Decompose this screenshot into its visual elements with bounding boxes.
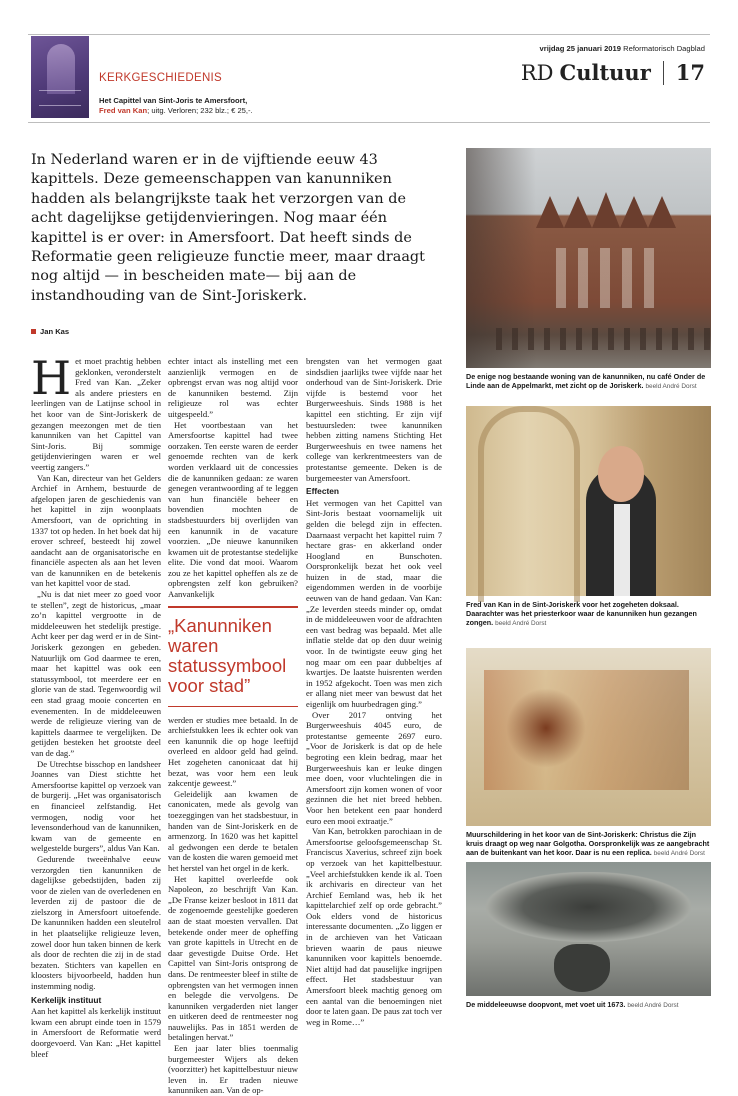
photo-muurschildering bbox=[466, 648, 711, 826]
photo-fred-van-kan bbox=[466, 406, 711, 596]
book-info bbox=[99, 96, 253, 116]
paragraph: et moet prachtig hebben geklonken, veronderstelt Fred van Kan. „Zeker als andere priesters en leerlingen van de Latijnse school in het koor van de Sint-Joriskerk de gezangen meezongen met de tien kanunniken van het Capittel van Sint-Joris. Bij sommige getijdenvieringen waren er wel veertig zangers.” bbox=[31, 356, 161, 472]
paragraph: Geleidelijk aan kwamen de canonicaten, mede als gevolg van toezeggingen van het stadsbestuur, in handen van de Sint-Joriskerk en de armenzorg. In 1620 was het kapittel al gedwongen een derde te betalen van de kosten die waren gemoeid met het herstel van het orgel in de kerk. bbox=[168, 788, 298, 873]
paragraph: echter intact als instelling met een aanzienlijk vermogen en de opbrengst ervan was nog altijd voor de kanunniken bestemd. Zijn religieuze rol was echter uitgespeeld.” bbox=[168, 356, 298, 419]
article-column-1 bbox=[31, 351, 161, 1061]
byline-marker bbox=[31, 329, 36, 334]
paragraph: De Utrechtse bisschop en landsheer Joannes van Diest stichtte het Amersfoortse kapittel op verzoek van de burgerij. „Het was organisatorisch en financieel zelfstandig. Het vermogen, nodig voor het levensonderhoud van de kanunniken, kwam van de gemeente en welgestelde burgers”, aldus Van Kan. bbox=[31, 758, 161, 854]
book-title: Het Capittel van Sint-Joris te Amersfoort, bbox=[99, 96, 248, 105]
paragraph: Gedurende tweeënhalve eeuw verzorgden tien kanunniken de dagelijkse gebedstijden, baden zij voor de zielen van de overledenen en leverden zij de pastoor die de zielszorg in Amersfoort uitoefende. De kanunniken hadden een sleutelrol in het plaatselijke religieuze leven, zowel door hun taken binnen de kerk als door de rechten die zij in de stad bezaten. Stichters van kapellen en kloosters bijvoorbeeld, hadden hun instemming nodig. bbox=[31, 853, 161, 992]
photo-credit: beeld André Dorst bbox=[645, 383, 697, 391]
article-column-3 bbox=[306, 356, 442, 1061]
photo-doopvont bbox=[466, 862, 711, 996]
book-details: ; uitg. Verloren; 232 blz.; € 25,-. bbox=[147, 106, 253, 115]
section-head bbox=[521, 60, 705, 85]
paragraph: „Nu is dat niet meer zo goed voor te stellen”, zegt de historicus, „maar zo’n kapittel vergrootte in de middeleeuwen het stedelijk prestige. Acht keer per dag werd er in de Sint-Joriskerk gezongen en gebeden. Natuurlijk om God daarmee te eren, maar het kapittel was ook een statussymbool, tot meerdere eer en glorie van de stad. Tegenwoordig wil een stad graag mooie concerten en evenementen. In de middeleeuwen werde de religieuze viering van de kapittels daarmee te vergelijken. De getijden besteken het grootste deel van de dag.” bbox=[31, 589, 161, 758]
photo-cafe-onder-de-linde bbox=[466, 148, 711, 368]
paragraph: Het kapittel overleefde ook Napoleon, zo beschrijft Van Kan. „De Franse keizer besloot in 1811 dat de zogenoemde geestelijke goederen aan de staat moesten vervallen. Dat betekende onder meer de opheffing van grote kapittels in Utrecht en de daar gevestigde Duitse Orde. Het Capittel van Sint-Joris ontsprong de dans. De rentmeester bleef in stilte de opbrengsten van het vermogen innen en belegde die vervolgens. De kanunniken vergaderden niet langer en uitkeren deed de rentmeester nog nauwelijks. Pas in 1851 werden de betalingen hervat.” bbox=[168, 873, 298, 1043]
section-label: KERKGESCHIEDENIS bbox=[99, 72, 223, 84]
rd-logo: RD bbox=[520, 60, 554, 85]
subheading-kerkelijk-instituut: Kerkelijk instituut bbox=[31, 994, 102, 1005]
date-line bbox=[540, 44, 705, 53]
caption-text: Fred van Kan in de Sint-Joriskerk voor het zogeheten doksaal. Daarachter was het priesterkoor waar de kanunniken hun gezangen zongen. bbox=[466, 600, 697, 628]
newspaper-name: Reformatorisch Dagblad bbox=[623, 44, 705, 53]
caption-photo-3 bbox=[466, 830, 711, 859]
caption-photo-1 bbox=[466, 372, 711, 391]
caption-photo-2 bbox=[466, 600, 711, 629]
paragraph: Het voortbestaan van het Amersfoortse kapittel had twee oorzaken. Ten eerste waren de eerder genoemde rechten van de kerk worden verklaard uit de concessies die de kanunniken gedaan: ze waren genegen verantwoording af te leggen van hun financiële beheer en bovendien mochten de stadsbestuurders bij overlijden van een kanunnik in de vacature voorzien. „De nieuwe kanunniken kwamen uit de protestantse stedelijke elite. Die vond dat mooi. Waarom zou ze het kapittel opheffen als ze de opbrengsten zelf kon gebruiken? Aanvankelijk bbox=[168, 419, 298, 600]
paragraph: brengsten van het vermogen gaat sindsdien jaarlijks twee vijfde naar het onderhoud van de Sint-Joriskerk. Drie vijfde is bestemd voor het Burgerweeshuis. Sinds 1988 is het kapittel een stichting. Er zijn vijf bestuursleden: twee kanunniken hebben zitting namens Stichting Het Burgerweeshuis en twee namens het college van kerkrentmeesters van de protestantse gemeente. Deken is de burgemeester van Amersfoort. bbox=[306, 356, 442, 483]
page-number: 17 bbox=[675, 60, 705, 85]
issue-date: vrijdag 25 januari 2019 bbox=[539, 44, 621, 53]
byline bbox=[31, 327, 69, 336]
pull-quote: „Kanunniken waren statussymbool voor stad” bbox=[168, 606, 298, 707]
caption-text: De enige nog bestaande woning van de kanunniken, nu café Onder de Linde aan de Appelmarkt, met zicht op de Joriskerk. bbox=[466, 372, 706, 391]
paragraph: Van Kan, directeur van het Gelders Archief in Arnhem, bestuurde de afgelopen jaren de geschiedenis van het kapittel in zijn woonplaats Amersfoort, van de oprichting in 1337 tot op heden. In het boek dat hij erover schreef, besteedt hij zowel aandacht aan de organisatorische en financiële aspecten als aan het leven van de kanunniken en de betekenis van het kapittel voor de stad. bbox=[31, 472, 161, 589]
header-divider bbox=[663, 61, 664, 85]
book-cover-image bbox=[31, 36, 89, 118]
section-title: Cultuur bbox=[559, 60, 651, 85]
paragraph: Een jaar later blies toenmalig burgemeester Wijers als deken (voorzitter) het kapittelbestuur nieuw leven in. Er traden nieuwe kanunniken aan. Van de op- bbox=[168, 1043, 298, 1096]
top-rule bbox=[28, 34, 710, 35]
photo-credit: beeld André Dorst bbox=[627, 1002, 679, 1009]
photo-credit: beeld André Dorst bbox=[495, 620, 547, 628]
article-column-2 bbox=[168, 356, 298, 1096]
photo-credit: beeld André Dorst bbox=[653, 850, 705, 858]
caption-text: Muurschildering in het koor van de Sint-Joriskerk: Christus die Zijn kruis draagt op weg naar Golgotha. Oorspronkelijk was ze aangebracht aan de buitenkant van het koor. Daar is nu een replica. bbox=[466, 830, 710, 858]
subheading-effecten: Effecten bbox=[306, 486, 340, 497]
paragraph: Het vermogen van het Capittel van Sint-Joris bestaat voornamelijk uit gelden die belegd zijn in effecten. Daarnaast verpacht het kapittel ruim 7 hectare gras- en akkerland onder Hoogland en Bunschoten. Oorspronkelijk bezat het ook veel huizen in de stad, maar die eigendommen werden in de voorbije eeuwen van de hand gedaan. Van Kan: „Ze leverden steeds minder op, omdat in de middeleeuwen voor de afdrachten een vast bedrag was bepaald. Met alle inflatie stelde dat op den duur weinig voor. In de twintigste eeuw ging het nog maar om een paar dubbeltjes af kwartjes. De laatste huisrenten werden in 1952 afgekocht. Toen was men zich er allang niet meer van bewust dat het eigenlijk om huurbedragen ging.” bbox=[306, 497, 442, 709]
header-rule bbox=[28, 122, 710, 123]
paragraph: Aan het kapittel als kerkelijk instituut kwam een abrupt einde toen in 1579 in Amersfoort de Reformatie werd doorgevoerd. Van Kan: „Het kapittel bleef bbox=[31, 1006, 161, 1059]
paragraph: werden er studies mee betaald. In de archiefstukken lees ik echter ook van een kanunnik die op hoge leeftijd overleed en aldoor geld had geïnd. Het zogeheten canonicaat dat hij bezat, was voor hem een leuk zakcentje geweest.” bbox=[168, 714, 298, 789]
drop-cap: H bbox=[31, 351, 72, 405]
author-name: Jan Kas bbox=[40, 327, 70, 336]
article-intro: In Nederland waren er in de vijftiende eeuw 43 kapittels. Deze gemeenschappen van kanunniken hadden als belangrijkste taak het verzorgen van de acht dagelijkse getijdenvieringen. Nog maar één kapittel is er over: in Amersfoort. Dat heeft sinds de Reformatie geen religieuze functie meer, maar draagt nog altijd — in bescheiden mate— bij aan de instandhouding van de Sint-Joriskerk. bbox=[31, 152, 425, 304]
caption-photo-4 bbox=[466, 1000, 711, 1010]
caption-text: De middeleeuwse doopvont, met voet uit 1673. bbox=[466, 1000, 626, 1009]
paragraph: Over 2017 ontving het Burgerweeshuis 4045 euro, de protestantse gemeente 2697 euro. „Voor de Joriskerk is dat op de hele begroting een klein bedrag, maar het Burgerweeshuis kan er leuke dingen mee doen, voor vluchtelingen die in Amersfoort zijn komen wonen of voor gezinnen die het niet breed hebben. Voor hen betekent een paar honderd euro een mooi extraatje.” bbox=[306, 709, 442, 826]
book-author: Fred van Kan bbox=[99, 106, 148, 115]
paragraph: Van Kan, betrokken parochiaan in de Amersfoortse geloofsgemeenschap St. Franciscus Xaverius, schreef zijn boek op verzoek van het kapittelbestuur. „Veel archiefstukken kende ik al. Toen ik archivaris en directeur van het Archief Eemland was, heb ik het kapittelarchief zelf op orde gebracht.” Ook elders vond de historicus interessante documenten. „Zo liggen er in de archieven van het Vaticaan brieven waarin de paus nieuwe kanunniken voor kapittels benoemde. Niet altijd had dat pauselijke ingrijpen effect. Het stadsbestuur van Amersfoort bleek machtig genoeg om een aantal van die benoemingen niet door te laten gaan. De paus zat toch ver weg in Rome…” bbox=[306, 826, 442, 1027]
